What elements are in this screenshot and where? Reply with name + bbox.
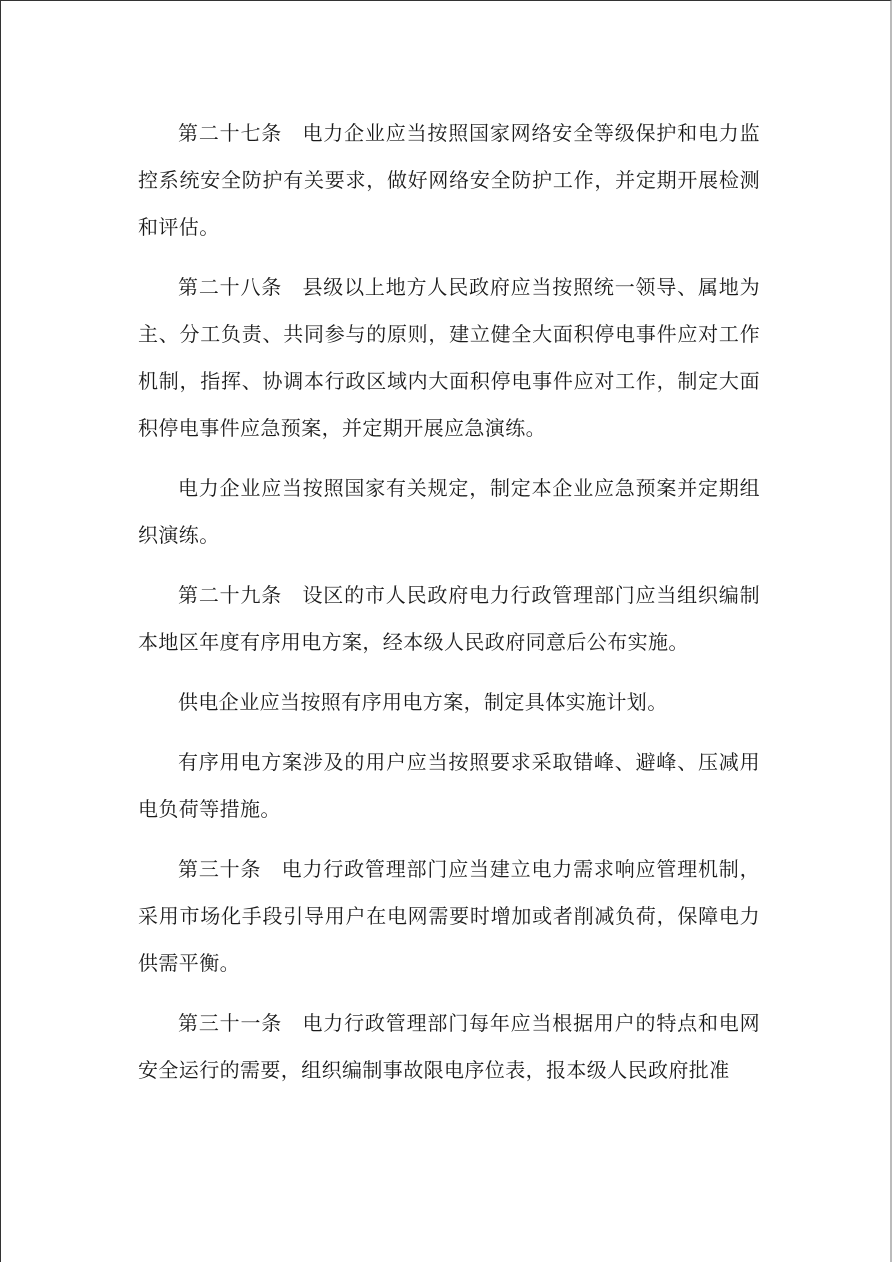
article-31 [138, 1000, 760, 1094]
article-text: 设区的市人民政府电力行政管理部门应当组织编制本地区年度有序用电方案，经本级人民政府同意后公布实施。 [138, 583, 760, 654]
article-heading: 第三十条 [178, 857, 262, 881]
article-text: 电力行政管理部门应当建立电力需求响应管理机制，采用市场化手段引导用户在电网需要时增加或者削减负荷，保障电力供需平衡。 [138, 857, 760, 975]
article-29-clause-2 [138, 679, 760, 726]
article-text: 电力企业应当按照国家网络安全等级保护和电力监控系统安全防护有关要求，做好网络安全防护工作，并定期开展检测和评估。 [138, 121, 760, 239]
article-heading: 第三十一条 [178, 1011, 283, 1035]
article-27 [138, 110, 760, 251]
article-heading: 第二十八条 [178, 275, 283, 299]
article-text: 电力行政管理部门每年应当根据用户的特点和电网安全运行的需要，组织编制事故限电序位表，报本级人民政府批准 [138, 1011, 760, 1082]
article-heading: 第二十九条 [178, 583, 283, 607]
document-body [138, 110, 760, 1107]
paragraph-text: 有序用电方案涉及的用户应当按照要求采取错峰、避峰、压减用电负荷等措施。 [138, 750, 760, 821]
paragraph-text: 电力企业应当按照国家有关规定，制定本企业应急预案并定期组织演练。 [138, 476, 760, 547]
article-28-clause-2 [138, 465, 760, 559]
article-29-clause-3 [138, 739, 760, 833]
article-heading: 第二十七条 [178, 121, 283, 145]
article-29 [138, 572, 760, 666]
article-30 [138, 846, 760, 987]
article-28 [138, 264, 760, 452]
paragraph-text: 供电企业应当按照有序用电方案，制定具体实施计划。 [178, 690, 668, 714]
article-text: 县级以上地方人民政府应当按照统一领导、属地为主、分工负责、共同参与的原则，建立健全大面积停电事件应对工作机制，指挥、协调本行政区域内大面积停电事件应对工作，制定大面积停电事件应急预案，并定期开展应急演练。 [138, 275, 760, 440]
